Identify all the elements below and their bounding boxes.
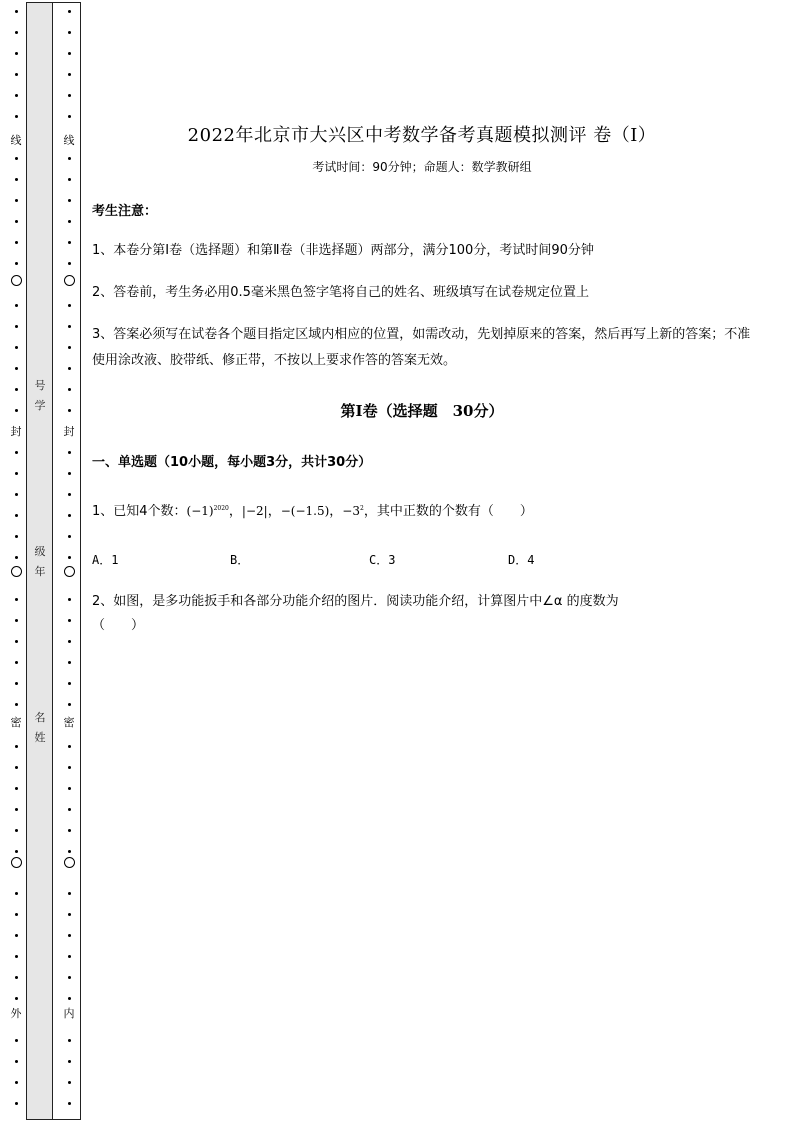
binding-circle <box>64 275 75 286</box>
binding-dot <box>68 1102 71 1105</box>
binding-mark-inner-line: 线 <box>63 134 75 147</box>
binding-dot <box>15 661 18 664</box>
binding-mark-outer-seal: 封 <box>10 425 22 438</box>
binding-dot <box>68 850 71 853</box>
q1-option-d[interactable]: D．4 <box>508 553 535 567</box>
binding-dot <box>68 115 71 118</box>
binding-dot <box>68 913 71 916</box>
notice-heading: 考生注意： <box>92 204 158 219</box>
q1-expr4 <box>342 504 364 518</box>
binding-dot <box>15 598 18 601</box>
question-2 <box>92 590 732 638</box>
q1-sep: ， <box>329 504 343 519</box>
student-number-label: 号 学 <box>34 379 46 412</box>
q1-sep: ， <box>228 504 242 519</box>
binding-dot <box>68 10 71 13</box>
binding-dot <box>15 997 18 1000</box>
q1-expr1 <box>187 504 229 518</box>
binding-mark-outer-line: 线 <box>10 134 22 147</box>
binding-dot <box>68 787 71 790</box>
binding-dot <box>15 787 18 790</box>
binding-dot <box>15 934 18 937</box>
binding-dot <box>68 304 71 307</box>
binding-dot <box>68 766 71 769</box>
binding-dot <box>68 640 71 643</box>
binding-dot <box>68 325 71 328</box>
binding-dot <box>68 31 71 34</box>
binding-dot <box>68 1081 71 1084</box>
binding-dot <box>68 493 71 496</box>
q1-option-b[interactable]: B． <box>230 553 250 567</box>
binding-dot <box>68 661 71 664</box>
binding-mark-inner-secret: 密 <box>63 716 75 729</box>
binding-dot <box>68 997 71 1000</box>
binding-dot <box>68 367 71 370</box>
binding-dot <box>15 955 18 958</box>
question-1 <box>92 497 732 524</box>
binding-dot <box>15 178 18 181</box>
binding-dot <box>15 514 18 517</box>
binding-dot <box>15 220 18 223</box>
binding-dot <box>15 976 18 979</box>
binding-dot <box>15 703 18 706</box>
page-title: 2022年北京市大兴区中考数学备考真题模拟测评 卷（Ⅰ） <box>187 125 657 146</box>
binding-dot <box>15 10 18 13</box>
binding-circle <box>64 857 75 868</box>
binding-dot <box>15 556 18 559</box>
q2-line1: 2、如图，是多功能扳手和各部分功能介绍的图片．阅读功能介绍，计算图片中∠α 的度数为 <box>92 594 619 609</box>
binding-dot <box>15 241 18 244</box>
name-label: 名 姓 <box>34 711 46 744</box>
binding-dot <box>15 766 18 769</box>
binding-dot <box>15 808 18 811</box>
binding-dot <box>15 745 18 748</box>
outer-binding-line <box>9 0 23 1123</box>
binding-dot <box>15 682 18 685</box>
binding-circle <box>11 275 22 286</box>
binding-dot <box>15 493 18 496</box>
binding-dot <box>15 388 18 391</box>
binding-dot <box>68 241 71 244</box>
binding-dot <box>68 451 71 454</box>
notice-item: 3、答案必须写在试卷各个题目指定区域内相应的位置，如需改动，先划掉原来的答案，然后再写上新的答案；不准使用涂改液、胶带纸、修正带，不按以上要求作答的答案无效。 <box>92 327 751 368</box>
binding-dot <box>68 808 71 811</box>
binding-dot <box>68 829 71 832</box>
binding-dot <box>68 556 71 559</box>
binding-dot <box>68 409 71 412</box>
binding-dot <box>15 262 18 265</box>
binding-dot <box>68 745 71 748</box>
binding-dot <box>15 640 18 643</box>
binding-dot <box>15 409 18 412</box>
group-title: 一、单选题（10小题，每小题3分，共计30分） <box>92 455 372 470</box>
binding-dot <box>68 178 71 181</box>
binding-dot <box>68 514 71 517</box>
q1-prefix: 1、已知4个数： <box>92 504 187 519</box>
q2-line2: （ ） <box>92 618 145 633</box>
binding-mark-outer: 外 <box>10 1007 22 1020</box>
binding-dot <box>68 892 71 895</box>
binding-dot <box>15 73 18 76</box>
inner-binding-line <box>62 0 76 1123</box>
binding-dot <box>68 703 71 706</box>
binding-dot <box>15 850 18 853</box>
binding-dot <box>68 598 71 601</box>
binding-dot <box>15 31 18 34</box>
binding-dot <box>68 535 71 538</box>
section-title: 第Ⅰ卷（选择题 30分） <box>340 402 504 420</box>
binding-dot <box>68 262 71 265</box>
binding-dot <box>68 388 71 391</box>
binding-dot <box>15 325 18 328</box>
binding-dot <box>15 1060 18 1063</box>
binding-mark-inner-seal: 封 <box>63 425 75 438</box>
binding-dot <box>15 1102 18 1105</box>
grade-label: 级 年 <box>34 545 46 578</box>
binding-dot <box>15 829 18 832</box>
binding-dot <box>68 682 71 685</box>
binding-dot <box>15 346 18 349</box>
q1-suffix: ，其中正数的个数有（ ） <box>363 504 533 519</box>
q1-option-a[interactable]: A．1 <box>92 553 119 567</box>
binding-circle <box>11 566 22 577</box>
binding-dot <box>15 115 18 118</box>
binding-dot <box>68 199 71 202</box>
binding-dot <box>68 157 71 160</box>
binding-dot <box>15 52 18 55</box>
binding-dot <box>15 913 18 916</box>
binding-circle <box>64 566 75 577</box>
q1-expr2: |−2| <box>241 504 268 518</box>
binding-mark-inner: 内 <box>63 1007 75 1020</box>
binding-dot <box>15 472 18 475</box>
binding-circle <box>11 857 22 868</box>
binding-dot <box>15 451 18 454</box>
q1-option-c[interactable]: C．3 <box>369 553 396 567</box>
binding-dot <box>15 619 18 622</box>
binding-dot <box>68 220 71 223</box>
binding-dot <box>15 367 18 370</box>
binding-dot <box>15 304 18 307</box>
binding-dot <box>68 934 71 937</box>
notice-item: 2、答卷前，考生务必用0.5毫米黑色签字笔将自己的姓名、班级填写在试卷规定位置上 <box>92 285 589 300</box>
notice-item: 1、本卷分第I卷（选择题）和第Ⅱ卷（非选择题）两部分，满分100分，考试时间90分钟 <box>92 243 594 258</box>
binding-dot <box>15 1081 18 1084</box>
binding-dot <box>68 346 71 349</box>
binding-dot <box>68 52 71 55</box>
binding-strip <box>0 0 84 1123</box>
q1-expr3: −(−1.5) <box>280 504 330 518</box>
binding-dot <box>68 976 71 979</box>
binding-dot <box>68 1060 71 1063</box>
binding-dot <box>15 535 18 538</box>
binding-dot <box>15 157 18 160</box>
q1-expr1-exp: 2020 <box>213 505 229 512</box>
binding-dot <box>15 1039 18 1042</box>
binding-mark-outer-secret: 密 <box>10 716 22 729</box>
q1-expr4-exp: 2 <box>359 505 364 512</box>
binding-dot <box>68 955 71 958</box>
binding-dot <box>15 199 18 202</box>
binding-dot <box>68 94 71 97</box>
q1-expr4-base: −3 <box>342 504 360 518</box>
binding-dot <box>15 94 18 97</box>
binding-dot <box>15 892 18 895</box>
binding-dot <box>68 73 71 76</box>
binding-dot <box>68 472 71 475</box>
binding-dot <box>68 619 71 622</box>
q1-expr1-base: (−1) <box>186 504 214 518</box>
exam-meta: 考试时间：90分钟；命题人：数学教研组 <box>312 160 532 174</box>
binding-dot <box>68 1039 71 1042</box>
q1-sep: ， <box>267 504 281 519</box>
